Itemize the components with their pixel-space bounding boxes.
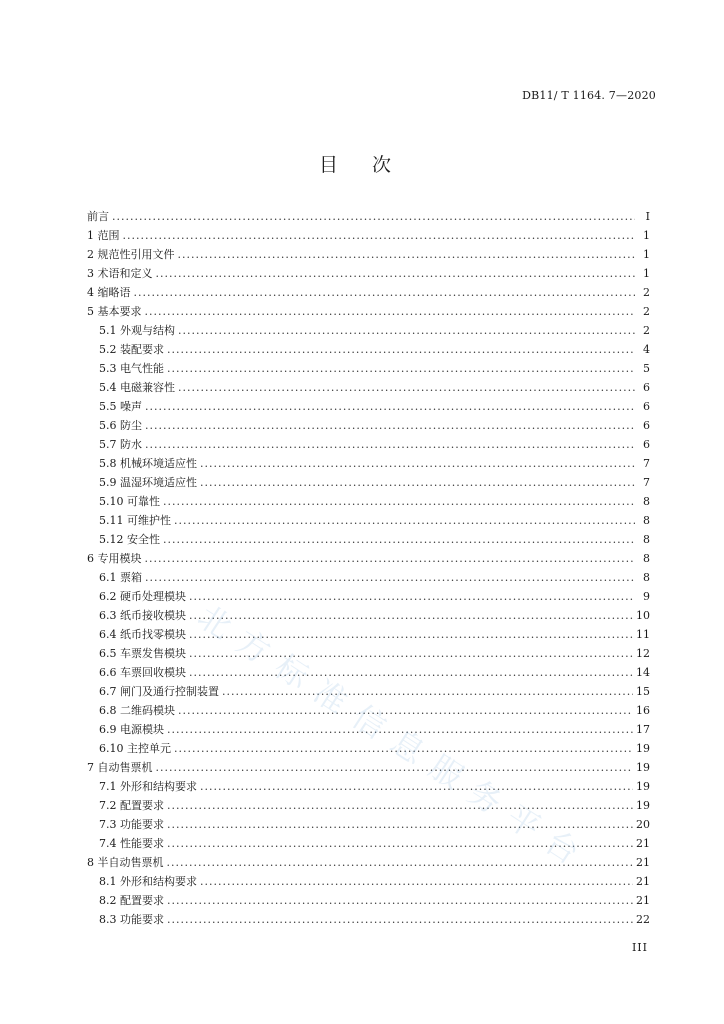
toc-entry[interactable] — [87, 796, 650, 815]
toc-leader-dots — [167, 359, 635, 378]
toc-entry-page: 11 — [636, 628, 650, 641]
standard-code: DB11/ T 1164. 7—2020 — [522, 89, 656, 102]
toc-leader-dots — [174, 739, 633, 758]
toc-entry-label: 7 自动售票机 — [87, 761, 153, 774]
toc-entry[interactable] — [87, 587, 650, 606]
toc-entry-page: 8 — [643, 514, 650, 527]
toc-entry-page: 19 — [636, 780, 650, 793]
toc-entry[interactable] — [87, 264, 650, 283]
toc-entry-label: 5 基本要求 — [87, 305, 142, 318]
toc-leader-dots — [145, 549, 636, 568]
toc-entry-page: 6 — [643, 419, 650, 432]
toc-entry[interactable] — [87, 511, 650, 530]
toc-leader-dots — [134, 283, 636, 302]
toc-entry-label: 6.8 二维码模块 — [99, 704, 175, 717]
toc-entry-page: 12 — [636, 647, 650, 660]
toc-leader-dots — [189, 625, 633, 644]
toc-entry-label: 5.5 噪声 — [99, 400, 142, 413]
toc-entry-label: 2 规范性引用文件 — [87, 248, 175, 261]
toc-entry-label: 3 术语和定义 — [87, 267, 153, 280]
toc-entry-page: 16 — [636, 704, 650, 717]
toc-leader-dots — [145, 302, 636, 321]
toc-entry-page: 7 — [643, 457, 650, 470]
toc-entry-page: I — [645, 210, 650, 223]
toc-leader-dots — [167, 340, 635, 359]
toc-entry-label: 6.3 纸币接收模块 — [99, 609, 186, 622]
toc-entry-page: 19 — [636, 799, 650, 812]
toc-entry-page: 15 — [636, 685, 650, 698]
toc-entry-page: 17 — [636, 723, 650, 736]
toc-entry[interactable] — [87, 606, 650, 625]
toc-entry[interactable] — [87, 416, 650, 435]
toc-leader-dots — [178, 701, 633, 720]
toc-leader-dots — [145, 397, 635, 416]
toc-entry[interactable] — [87, 568, 650, 587]
toc-entry-label: 7.4 性能要求 — [99, 837, 164, 850]
toc-entry[interactable] — [87, 644, 650, 663]
toc-leader-dots — [200, 454, 635, 473]
toc-entry-label: 6.4 纸币找零模块 — [99, 628, 186, 641]
toc-leader-dots — [156, 264, 636, 283]
toc-entry[interactable] — [87, 910, 650, 929]
toc-leader-dots — [156, 758, 634, 777]
toc-entry-page: 21 — [636, 894, 650, 907]
toc-entry-page: 8 — [643, 571, 650, 584]
toc-entry-label: 5.4 电磁兼容性 — [99, 381, 175, 394]
toc-leader-dots — [167, 834, 633, 853]
toc-entry[interactable] — [87, 815, 650, 834]
toc-entry-label: 5.10 可靠性 — [99, 495, 160, 508]
toc-leader-dots — [200, 777, 633, 796]
toc-entry-label: 4 缩略语 — [87, 286, 131, 299]
toc-leader-dots — [178, 321, 635, 340]
toc-entry[interactable] — [87, 207, 650, 226]
toc-entry-label: 5.1 外观与结构 — [99, 324, 175, 337]
page-title: 目 次 — [318, 154, 406, 176]
toc-entry[interactable] — [87, 359, 650, 378]
toc-entry-page: 1 — [643, 267, 650, 280]
toc-entry-page: 8 — [643, 552, 650, 565]
toc-entry[interactable] — [87, 777, 650, 796]
toc-leader-dots — [167, 796, 633, 815]
toc-entry-label: 8.2 配置要求 — [99, 894, 164, 907]
toc-entry[interactable] — [87, 625, 650, 644]
toc-entry-page: 8 — [643, 533, 650, 546]
toc-entry-label: 6.1 票箱 — [99, 571, 142, 584]
toc-entry-label: 7.2 配置要求 — [99, 799, 164, 812]
toc-entry[interactable] — [87, 454, 650, 473]
toc-entry[interactable] — [87, 739, 650, 758]
toc-leader-dots — [200, 872, 633, 891]
toc-leader-dots — [163, 530, 635, 549]
toc-leader-dots — [189, 606, 633, 625]
toc-entry-label: 5.9 温湿环境适应性 — [99, 476, 197, 489]
toc-entry-page: 6 — [643, 381, 650, 394]
toc-leader-dots — [112, 207, 635, 226]
toc-leader-dots — [167, 853, 634, 872]
toc-entry-page: 19 — [636, 742, 650, 755]
toc-entry[interactable] — [87, 378, 650, 397]
toc-entry-page: 22 — [636, 913, 650, 926]
toc-entry[interactable] — [87, 283, 650, 302]
toc-entry-label: 6 专用模块 — [87, 552, 142, 565]
toc-entry-page: 21 — [636, 856, 650, 869]
toc-leader-dots — [167, 891, 633, 910]
toc-entry-page: 6 — [643, 438, 650, 451]
toc-leader-dots — [178, 378, 635, 397]
toc-entry-page: 2 — [643, 305, 650, 318]
toc-entry-page: 6 — [643, 400, 650, 413]
toc-entry-page: 20 — [636, 818, 650, 831]
toc-entry[interactable] — [87, 397, 650, 416]
toc-leader-dots — [167, 910, 633, 929]
toc-entry-label: 6.6 车票回收模块 — [99, 666, 186, 679]
table-of-contents — [87, 207, 650, 929]
toc-entry[interactable] — [87, 549, 650, 568]
toc-leader-dots — [163, 492, 635, 511]
toc-entry-page: 19 — [636, 761, 650, 774]
toc-leader-dots — [189, 644, 633, 663]
toc-leader-dots — [145, 435, 635, 454]
toc-entry-label: 7.3 功能要求 — [99, 818, 164, 831]
toc-entry-page: 2 — [643, 324, 650, 337]
toc-leader-dots — [189, 663, 633, 682]
toc-leader-dots — [222, 682, 633, 701]
toc-leader-dots — [178, 245, 636, 264]
toc-entry-label: 5.11 可维护性 — [99, 514, 171, 527]
toc-entry-page: 14 — [636, 666, 650, 679]
toc-entry[interactable] — [87, 720, 650, 739]
toc-leader-dots — [167, 720, 633, 739]
footer-page-number: III — [631, 941, 648, 954]
toc-entry[interactable] — [87, 891, 650, 910]
toc-leader-dots — [174, 511, 635, 530]
toc-entry[interactable] — [87, 701, 650, 720]
toc-entry-label: 6.9 电源模块 — [99, 723, 164, 736]
toc-entry[interactable] — [87, 853, 650, 872]
toc-entry-page: 21 — [636, 875, 650, 888]
toc-entry-page: 10 — [636, 609, 650, 622]
toc-entry[interactable] — [87, 473, 650, 492]
toc-entry[interactable] — [87, 340, 650, 359]
toc-entry-label: 5.7 防水 — [99, 438, 142, 451]
toc-entry-page: 7 — [643, 476, 650, 489]
toc-entry-label: 5.8 机械环境适应性 — [99, 457, 197, 470]
toc-leader-dots — [167, 815, 633, 834]
toc-entry-page: 21 — [636, 837, 650, 850]
toc-entry-label: 8.3 功能要求 — [99, 913, 164, 926]
toc-entry-label: 8 半自动售票机 — [87, 856, 164, 869]
toc-entry[interactable] — [87, 530, 650, 549]
toc-entry-label: 6.10 主控单元 — [99, 742, 171, 755]
toc-entry[interactable] — [87, 663, 650, 682]
toc-entry-page: 5 — [643, 362, 650, 375]
toc-entry-label: 7.1 外形和结构要求 — [99, 780, 197, 793]
toc-entry[interactable] — [87, 872, 650, 891]
toc-entry[interactable] — [87, 682, 650, 701]
toc-entry-label: 6.2 硬币处理模块 — [99, 590, 186, 603]
toc-entry[interactable] — [87, 245, 650, 264]
toc-entry[interactable] — [87, 492, 650, 511]
toc-entry-label: 5.3 电气性能 — [99, 362, 164, 375]
watermark: 北方标准信息服务平台 — [191, 597, 598, 880]
toc-leader-dots — [145, 568, 635, 587]
toc-entry-page: 4 — [643, 343, 650, 356]
toc-entry-page: 1 — [643, 229, 650, 242]
toc-entry-label: 6.5 车票发售模块 — [99, 647, 186, 660]
toc-entry-page: 2 — [643, 286, 650, 299]
toc-entry[interactable] — [87, 435, 650, 454]
toc-entry[interactable] — [87, 758, 650, 777]
toc-entry-label: 6.7 闸门及通行控制装置 — [99, 685, 219, 698]
toc-entry-label: 前言 — [87, 210, 109, 223]
toc-entry[interactable] — [87, 226, 650, 245]
toc-entry[interactable] — [87, 321, 650, 340]
toc-entry[interactable] — [87, 834, 650, 853]
toc-entry-label: 8.1 外形和结构要求 — [99, 875, 197, 888]
toc-entry-label: 5.6 防尘 — [99, 419, 142, 432]
toc-entry-label: 5.12 安全性 — [99, 533, 160, 546]
toc-entry-page: 1 — [643, 248, 650, 261]
toc-leader-dots — [200, 473, 635, 492]
toc-entry-page: 8 — [643, 495, 650, 508]
toc-entry[interactable] — [87, 302, 650, 321]
toc-entry-label: 1 范围 — [87, 229, 120, 242]
toc-leader-dots — [145, 416, 635, 435]
toc-entry-page: 9 — [643, 590, 650, 603]
toc-leader-dots — [189, 587, 635, 606]
toc-leader-dots — [123, 226, 636, 245]
toc-entry-label: 5.2 装配要求 — [99, 343, 164, 356]
